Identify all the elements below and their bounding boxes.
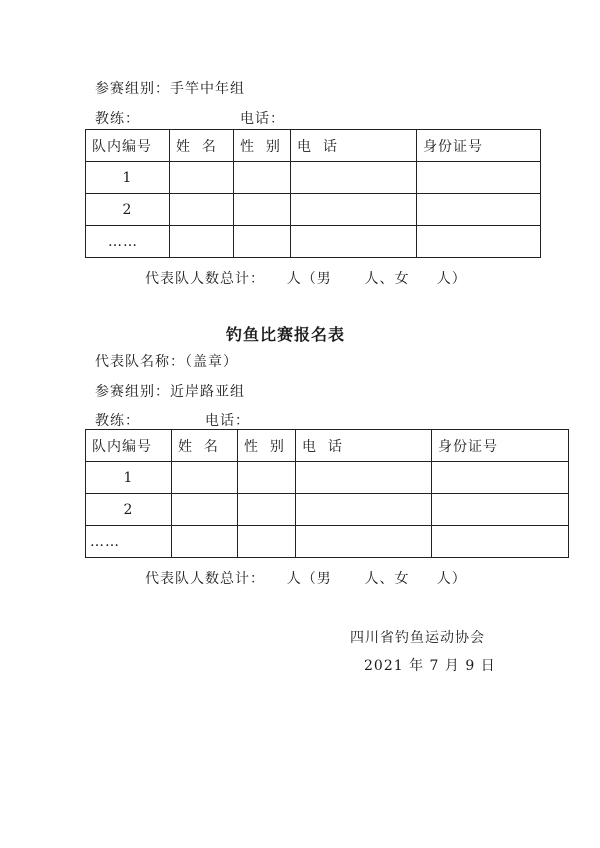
form2-team-line: 代表队名称：（盖章） — [95, 354, 238, 370]
table-row — [86, 226, 541, 258]
table-row — [86, 162, 541, 194]
table-header-row — [86, 130, 541, 162]
cell-gender[interactable] — [234, 162, 291, 194]
cell-name[interactable] — [172, 526, 238, 558]
cell-gender[interactable] — [238, 494, 296, 526]
cell-id[interactable] — [432, 494, 569, 526]
cell-name[interactable] — [170, 226, 234, 258]
row-number: 2 — [86, 494, 172, 526]
header-team-number: 队内编号 — [86, 430, 172, 462]
cell-phone[interactable] — [291, 226, 417, 258]
header-name: 姓 名 — [172, 430, 238, 462]
table-row — [86, 526, 569, 558]
header-team-number: 队内编号 — [86, 130, 170, 162]
table-header-row — [86, 430, 569, 462]
cell-gender[interactable] — [234, 194, 291, 226]
cell-id[interactable] — [417, 226, 541, 258]
header-id-number: 身份证号 — [417, 130, 541, 162]
cell-name[interactable] — [170, 194, 234, 226]
form2-group-line: 参赛组别：近岸路亚组 — [95, 384, 245, 400]
table-row — [86, 494, 569, 526]
row-number: 1 — [86, 162, 170, 194]
cell-phone[interactable] — [296, 462, 432, 494]
form1-group-line: 参赛组别：手竿中年组 — [95, 81, 245, 97]
table-row — [86, 194, 541, 226]
cell-id[interactable] — [417, 162, 541, 194]
footer-date: 2021 年 7 月 9 日 — [364, 658, 496, 674]
row-ellipsis: …… — [86, 526, 172, 558]
table-row — [86, 462, 569, 494]
form2-coach-label: 教练： — [95, 413, 140, 429]
header-gender: 性 别 — [234, 130, 291, 162]
cell-id[interactable] — [432, 462, 569, 494]
cell-phone[interactable] — [296, 526, 432, 558]
header-phone: 电 话 — [296, 430, 432, 462]
form2-total-line: 代表队人数总计： 人（男 人、女 人） — [145, 571, 467, 587]
cell-name[interactable] — [172, 462, 238, 494]
cell-name[interactable] — [172, 494, 238, 526]
form1-phone-label: 电话： — [240, 111, 285, 127]
cell-id[interactable] — [417, 194, 541, 226]
cell-gender[interactable] — [238, 526, 296, 558]
cell-id[interactable] — [432, 526, 569, 558]
row-ellipsis: …… — [86, 226, 170, 258]
form1-total-line: 代表队人数总计： 人（男 人、女 人） — [145, 271, 467, 287]
form2-table — [85, 429, 569, 558]
form1-table — [85, 129, 541, 258]
cell-gender[interactable] — [234, 226, 291, 258]
cell-phone[interactable] — [291, 162, 417, 194]
form2-title: 钓鱼比赛报名表 — [226, 325, 346, 344]
header-id-number: 身份证号 — [432, 430, 569, 462]
cell-gender[interactable] — [238, 462, 296, 494]
cell-phone[interactable] — [291, 194, 417, 226]
form2-phone-label: 电话： — [205, 413, 250, 429]
cell-phone[interactable] — [296, 494, 432, 526]
header-phone: 电 话 — [291, 130, 417, 162]
row-number: 1 — [86, 462, 172, 494]
row-number: 2 — [86, 194, 170, 226]
header-gender: 性 别 — [238, 430, 296, 462]
header-name: 姓 名 — [170, 130, 234, 162]
form1-coach-label: 教练： — [95, 111, 140, 127]
cell-name[interactable] — [170, 162, 234, 194]
footer-organization: 四川省钓鱼运动协会 — [350, 630, 485, 646]
